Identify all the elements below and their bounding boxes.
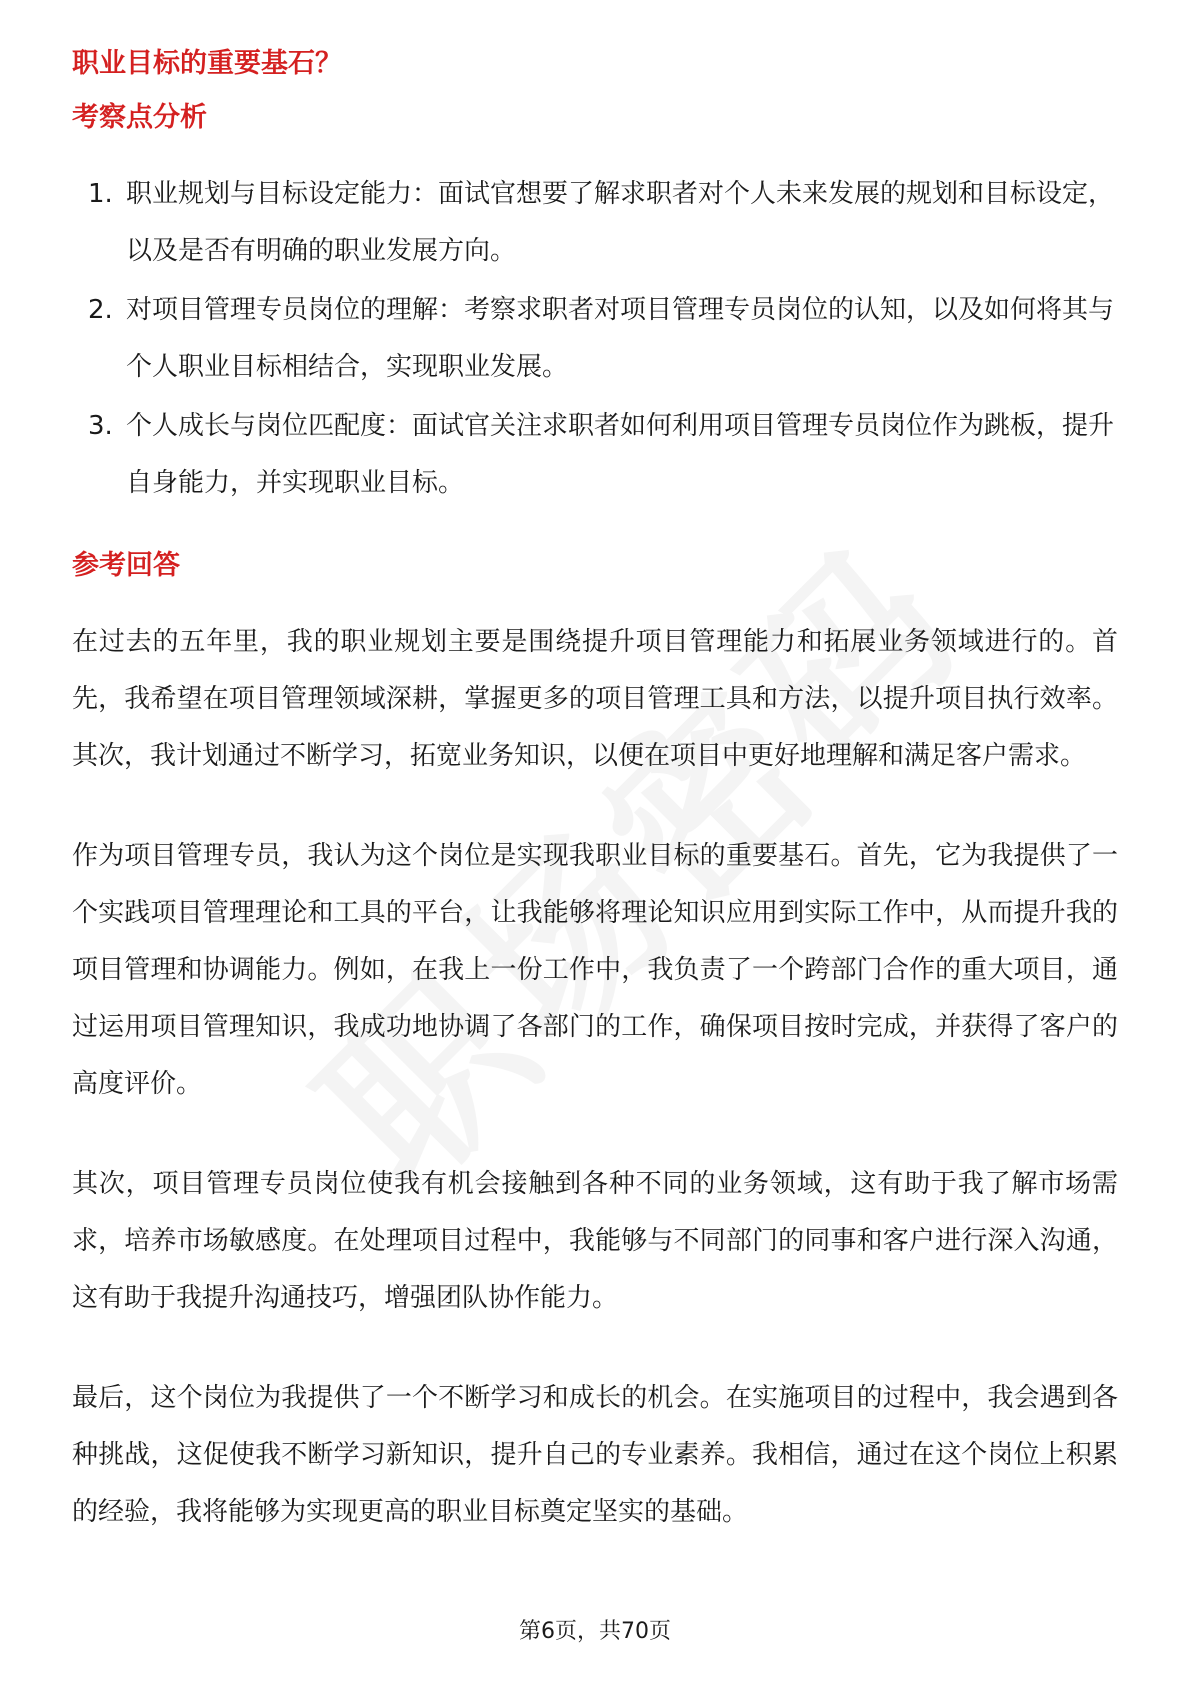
answer-paragraph: 在过去的五年里，我的职业规划主要是围绕提升项目管理能力和拓展业务领域进行的。首先，我希望在项目管理领域深耕，掌握更多的项目管理工具和方法，以提升项目执行效率。其次，我计划通过不断学习，拓宽业务知识，以便在项目中更好地理解和满足客户需求。 <box>72 627 1118 771</box>
list-number: 1. <box>88 179 113 209</box>
list-number: 3. <box>88 411 113 441</box>
answer-heading: 参考回答 <box>72 550 180 581</box>
answer-paragraph: 作为项目管理专员，我认为这个岗位是实现我职业目标的重要基石。首先，它为我提供了一个实践项目管理理论和工具的平台，让我能够将理论知识应用到实际工作中，从而提升我的项目管理和协调能力。例如，在我上一份工作中，我负责了一个跨部门合作的重大项目，通过运用项目管理知识，我成功地协调了各部门的工作，确保项目按时完成，并获得了客户的高度评价。 <box>72 841 1118 1099</box>
list-item-text: 对项目管理专员岗位的理解：考察求职者对项目管理专员岗位的认知，以及如何将其与个人职业目标相结合，实现职业发展。 <box>126 295 1115 382</box>
analysis-heading: 考察点分析 <box>72 102 207 133</box>
list-item <box>72 282 1118 396</box>
list-item-text: 职业规划与目标设定能力：面试官想要了解求职者对个人未来发展的规划和目标设定，以及是否有明确的职业发展方向。 <box>126 179 1115 266</box>
document-body <box>72 44 1118 1584</box>
page-title: 职业目标的重要基石？ <box>72 48 342 79</box>
list-item <box>72 166 1118 280</box>
list-item-text: 个人成长与岗位匹配度：面试官关注求职者如何利用项目管理专员岗位作为跳板，提升自身能力，并实现职业目标。 <box>126 411 1115 498</box>
analysis-list <box>72 166 1118 512</box>
answer-paragraph: 最后，这个岗位为我提供了一个不断学习和成长的机会。在实施项目的过程中，我会遇到各种挑战，这促使我不断学习新知识，提升自己的专业素养。我相信，通过在这个岗位上积累的经验，我将能够为实现更高的职业目标奠定坚实的基础。 <box>72 1383 1118 1527</box>
list-number: 2. <box>88 295 113 325</box>
page-number: 第6页，共70页 <box>519 1619 671 1644</box>
answer-paragraph: 其次，项目管理专员岗位使我有机会接触到各种不同的业务领域，这有助于我了解市场需求，培养市场敏感度。在处理项目过程中，我能够与不同部门的同事和客户进行深入沟通，这有助于我提升沟通技巧，增强团队协作能力。 <box>72 1169 1118 1313</box>
list-item <box>72 398 1118 512</box>
